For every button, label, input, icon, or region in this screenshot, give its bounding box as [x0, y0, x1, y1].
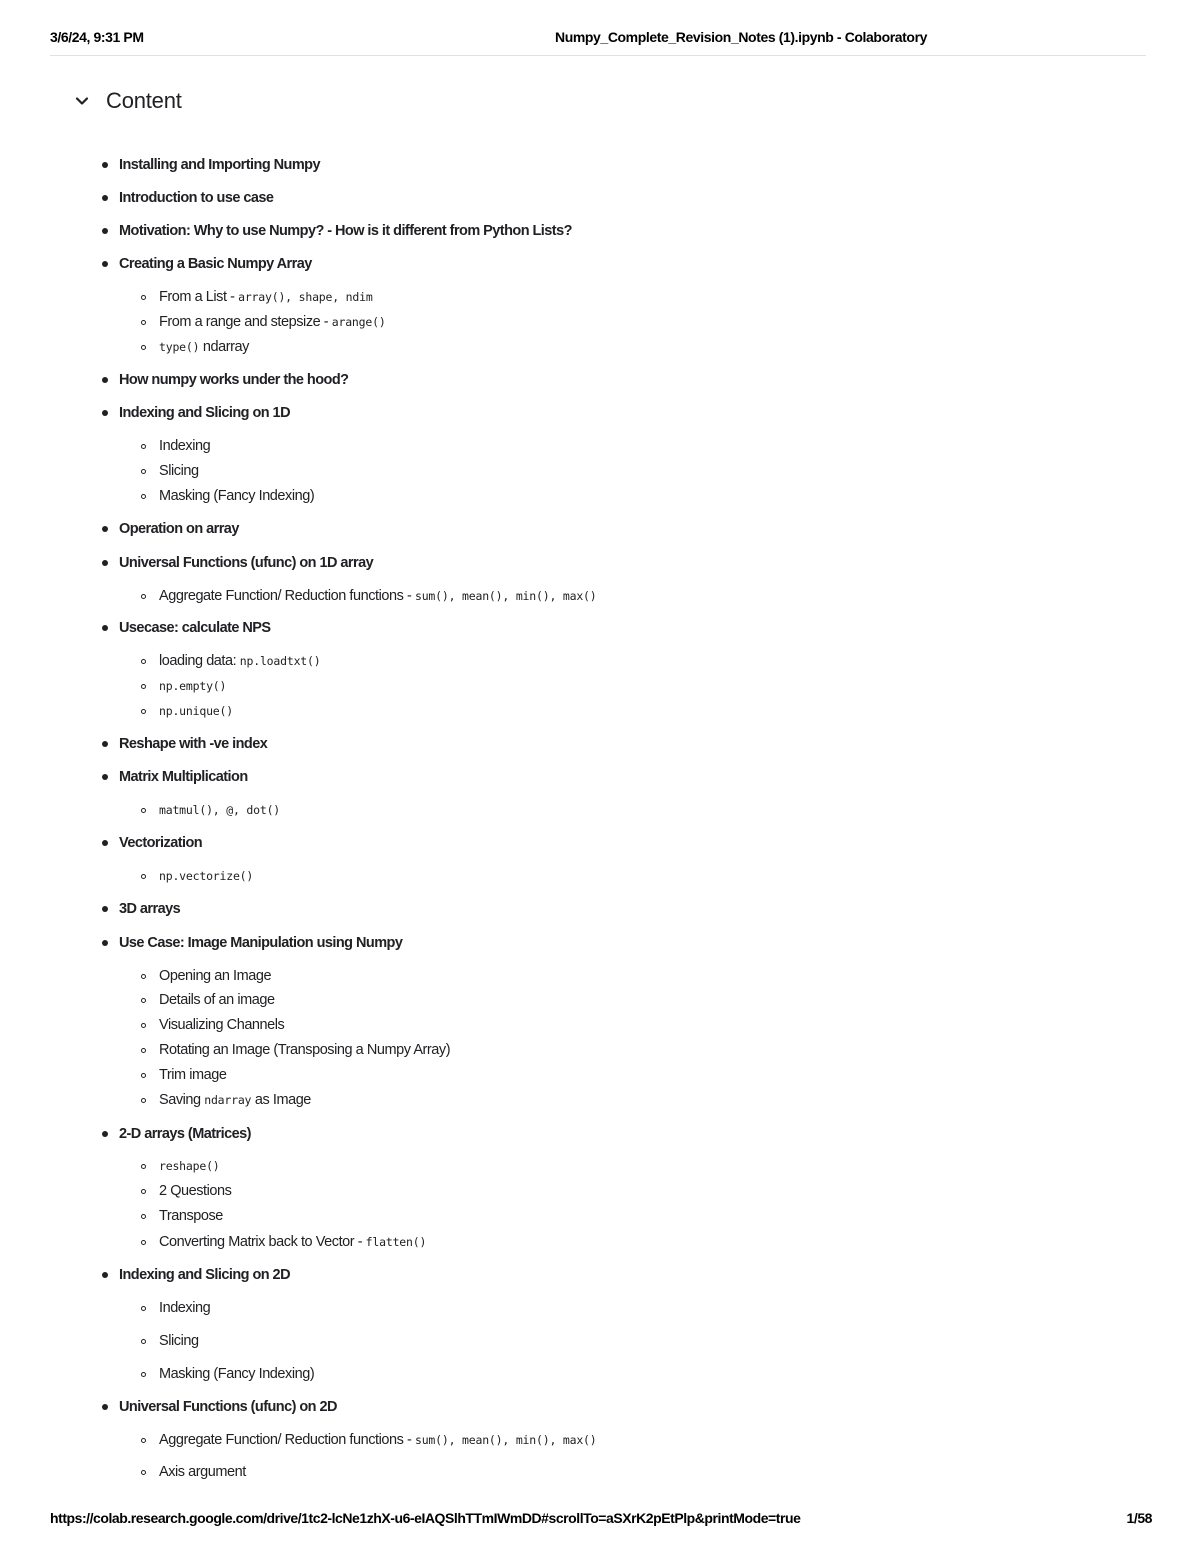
toc-item-label — [119, 736, 267, 752]
toc-item-label — [159, 1366, 314, 1382]
item-text: Reshape with -ve index — [119, 736, 268, 752]
hollow-bullet-icon — [141, 1372, 146, 1377]
item-text: Operation on array — [119, 521, 239, 537]
item-text: Rotating an Image (Transposing a Numpy Array) — [159, 1042, 451, 1058]
toc-item-label — [159, 653, 320, 669]
toc-item-label — [159, 289, 373, 305]
inline-code: np.unique() — [159, 704, 233, 718]
toc-item-label — [119, 835, 202, 851]
toc-item-label — [119, 521, 239, 537]
toc-item-label — [159, 678, 226, 694]
hollow-bullet-icon — [141, 1306, 146, 1311]
toc-item-label — [159, 1234, 426, 1250]
toc-item-label — [119, 157, 320, 173]
bullet-icon — [102, 741, 108, 747]
item-text: 2-D arrays (Matrices) — [119, 1126, 251, 1142]
hollow-bullet-icon — [141, 1470, 146, 1475]
hollow-bullet-icon — [141, 808, 146, 813]
toc-item-label — [159, 868, 253, 884]
item-text: 3D arrays — [119, 901, 181, 917]
toc-item-label — [159, 1333, 199, 1349]
item-text: Masking (Fancy Indexing) — [159, 1366, 315, 1382]
hollow-bullet-icon — [141, 469, 146, 474]
bullet-icon — [102, 228, 108, 234]
item-text: Use Case: Image Manipulation using Numpy — [119, 935, 403, 951]
section-title: Content — [106, 88, 182, 113]
hollow-bullet-icon — [141, 709, 146, 714]
item-text: Trim image — [159, 1067, 227, 1083]
hollow-bullet-icon — [141, 874, 146, 879]
item-text: Details of an image — [159, 992, 275, 1008]
bullet-icon — [102, 261, 108, 267]
print-title: Numpy_Complete_Revision_Notes (1).ipynb - Colaboratory — [554, 29, 928, 45]
bullet-icon — [102, 1131, 108, 1137]
hollow-bullet-icon — [141, 295, 146, 300]
hollow-bullet-icon — [141, 998, 146, 1003]
bullet-icon — [102, 1272, 108, 1278]
item-text: Indexing and Slicing on 1D — [119, 405, 290, 421]
toc-item-label — [119, 405, 290, 421]
item-text: Visualizing Channels — [159, 1017, 285, 1033]
inline-code: np.vectorize() — [159, 869, 254, 883]
toc-item-label — [119, 769, 248, 785]
toc-item-label — [119, 901, 180, 917]
item-text: Motivation: Why to use Numpy? - How is it different from Python Lists? — [119, 223, 572, 239]
bullet-icon — [102, 774, 108, 780]
item-text: Indexing — [159, 438, 211, 454]
bullet-icon — [102, 377, 108, 383]
item-text: 2 Questions — [159, 1183, 232, 1199]
hollow-bullet-icon — [141, 1214, 146, 1219]
hollow-bullet-icon — [141, 1339, 146, 1344]
item-text: Converting Matrix back to Vector - — [159, 1234, 366, 1250]
inline-code: np.empty() — [159, 679, 227, 693]
toc-item-label — [159, 588, 597, 604]
toc-item-label — [159, 1158, 220, 1174]
toc-item-label — [159, 1464, 246, 1480]
toc-item-label — [119, 190, 273, 206]
hollow-bullet-icon — [141, 444, 146, 449]
toc-item-label — [159, 703, 233, 719]
item-text: Opening an Image — [159, 968, 272, 984]
bullet-icon — [102, 410, 108, 416]
page-number: 1/58 — [1126, 1510, 1152, 1526]
item-text: loading data: — [159, 653, 240, 669]
toc-item-label — [159, 992, 275, 1008]
item-text: Slicing — [159, 463, 199, 479]
item-text: Aggregate Function/ Reduction functions - — [159, 1432, 415, 1448]
toc-item-label — [119, 223, 572, 239]
print-date: 3/6/24, 9:31 PM — [50, 29, 144, 45]
toc-item-label — [119, 620, 271, 636]
toc-item-label — [159, 802, 280, 818]
hollow-bullet-icon — [141, 1164, 146, 1169]
bullet-icon — [102, 940, 108, 946]
bullet-icon — [102, 560, 108, 566]
toc-item-label — [119, 256, 312, 272]
item-text: Slicing — [159, 1333, 199, 1349]
inline-code: reshape() — [159, 1159, 220, 1173]
bullet-icon — [102, 162, 108, 168]
toc-item-label — [119, 555, 373, 571]
item-text: Installing and Importing Numpy — [119, 157, 321, 173]
inline-code: ndarray — [204, 1093, 252, 1107]
hollow-bullet-icon — [141, 1240, 146, 1245]
inline-code: flatten() — [365, 1235, 427, 1249]
section-heading[interactable] — [72, 87, 182, 115]
bullet-icon — [102, 526, 108, 532]
hollow-bullet-icon — [141, 320, 146, 325]
toc-item-label — [119, 372, 348, 388]
toc-item-label — [159, 1017, 284, 1033]
toc-item-label — [159, 463, 199, 479]
item-text: Universal Functions (ufunc) on 1D array — [119, 555, 374, 571]
item-text: as Image — [251, 1092, 311, 1108]
hollow-bullet-icon — [141, 345, 146, 350]
item-text: Masking (Fancy Indexing) — [159, 488, 315, 504]
toc-item-label — [159, 438, 210, 454]
bullet-icon — [102, 195, 108, 201]
hollow-bullet-icon — [141, 684, 146, 689]
inline-code: arange() — [331, 315, 386, 329]
hollow-bullet-icon — [141, 494, 146, 499]
page-url: https://colab.research.google.com/drive/1tc2-lcNe1zhX-u6-eIAQSlhTTmIWmDD#scrollTo=aSXrK2pEtPlp&printMode=true — [50, 1510, 801, 1526]
hollow-bullet-icon — [141, 1098, 146, 1103]
inline-code: matmul(), @, dot() — [159, 803, 281, 817]
inline-code: np.loadtxt() — [239, 654, 321, 668]
item-text: ndarray — [199, 339, 249, 355]
hollow-bullet-icon — [141, 974, 146, 979]
item-text: Universal Functions (ufunc) on 2D — [119, 1399, 337, 1415]
toc-item-label — [119, 1126, 251, 1142]
header-divider — [50, 55, 1146, 56]
item-text: Transpose — [159, 1208, 223, 1224]
item-text: Creating a Basic Numpy Array — [119, 256, 312, 272]
item-text: Aggregate Function/ Reduction functions - — [159, 588, 415, 604]
item-text: Usecase: calculate NPS — [119, 620, 271, 636]
print-footer — [50, 1510, 1152, 1528]
inline-code: array(), shape, ndim — [238, 290, 373, 304]
toc-item-label — [159, 339, 249, 355]
toc-item-label — [159, 488, 314, 504]
toc-item-label — [159, 1183, 231, 1199]
toc-item-label — [119, 935, 402, 951]
item-text: Introduction to use case — [119, 190, 274, 206]
hollow-bullet-icon — [141, 1189, 146, 1194]
hollow-bullet-icon — [141, 1073, 146, 1078]
toc-item-label — [159, 1432, 597, 1448]
hollow-bullet-icon — [141, 594, 146, 599]
bullet-icon — [102, 906, 108, 912]
toc-item-label — [159, 1092, 311, 1108]
hollow-bullet-icon — [141, 1438, 146, 1443]
hollow-bullet-icon — [141, 659, 146, 664]
item-text: Saving — [159, 1092, 205, 1108]
bullet-icon — [102, 840, 108, 846]
item-text: Axis argument — [159, 1464, 246, 1480]
inline-code: sum(), mean(), min(), max() — [414, 1433, 597, 1447]
item-text: Indexing and Slicing on 2D — [119, 1267, 290, 1283]
item-text: Vectorization — [119, 835, 203, 851]
toc-item-label — [159, 1208, 223, 1224]
item-text: From a List - — [159, 289, 239, 305]
toc-item-label — [159, 1300, 210, 1316]
toc-item-label — [119, 1267, 290, 1283]
item-text: Matrix Multiplication — [119, 769, 248, 785]
toc-item-label — [159, 968, 271, 984]
inline-code: type() — [159, 340, 200, 354]
chevron-down-icon[interactable] — [72, 91, 92, 111]
toc-item-label — [119, 1399, 337, 1415]
hollow-bullet-icon — [141, 1023, 146, 1028]
toc-item-label — [159, 314, 386, 330]
item-text: From a range and stepsize - — [159, 314, 332, 330]
inline-code: sum(), mean(), min(), max() — [414, 589, 597, 603]
hollow-bullet-icon — [141, 1048, 146, 1053]
toc-item-label — [159, 1042, 450, 1058]
toc-item-label — [159, 1067, 226, 1083]
bullet-icon — [102, 625, 108, 631]
print-header — [50, 29, 1146, 47]
bullet-icon — [102, 1404, 108, 1410]
item-text: How numpy works under the hood? — [119, 372, 349, 388]
item-text: Indexing — [159, 1300, 211, 1316]
